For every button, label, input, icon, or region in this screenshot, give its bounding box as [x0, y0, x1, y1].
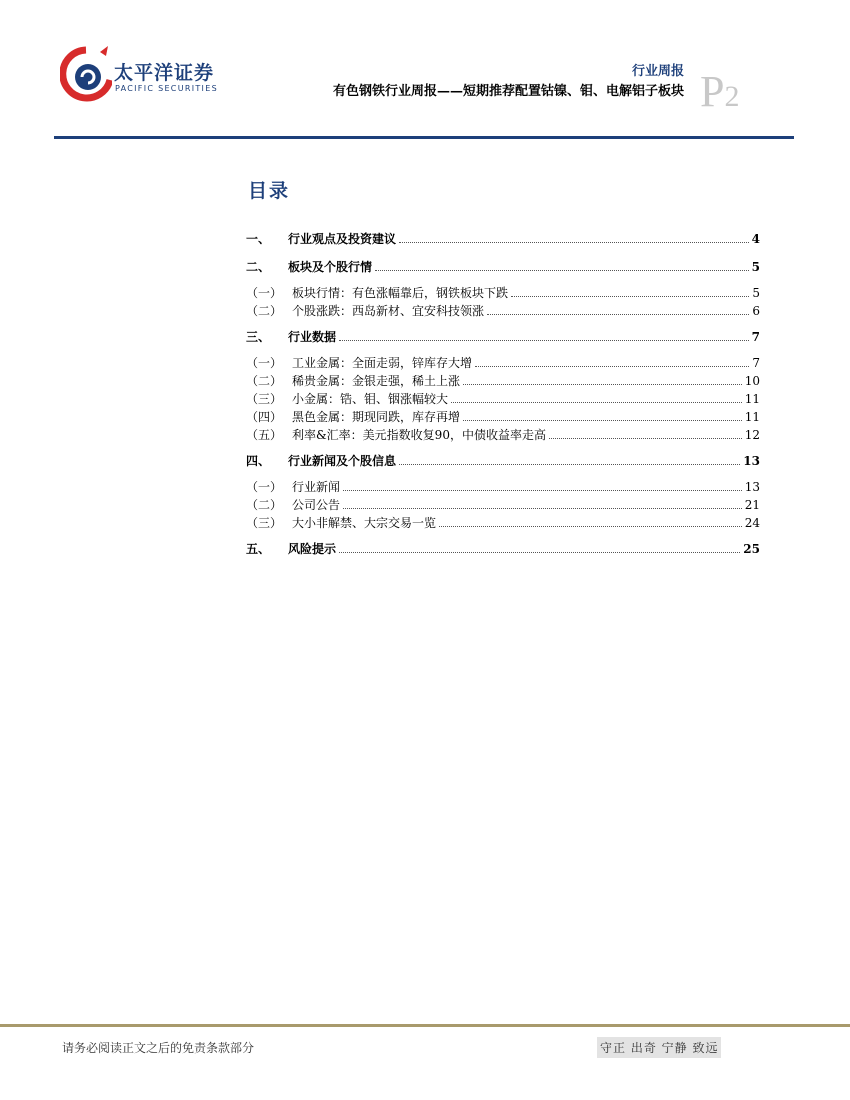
toc-leader-dots	[375, 269, 749, 271]
toc-entry-page: 11	[744, 410, 760, 424]
toc-entry-number: 三、	[246, 330, 271, 344]
toc-leader-dots	[511, 295, 749, 297]
toc-entry-title: 风险提示	[288, 542, 337, 556]
page-letter: P	[700, 67, 725, 116]
toc-entry[interactable]	[246, 328, 760, 346]
toc-entry-page: 12	[744, 428, 760, 442]
toc-entry[interactable]	[246, 354, 760, 372]
toc-heading: 目录	[248, 180, 291, 202]
toc-entry-page: 5	[752, 286, 760, 300]
logo-chinese-name: 太平洋证券	[114, 62, 215, 84]
toc-leader-dots	[439, 525, 742, 527]
toc-leader-dots	[463, 419, 742, 421]
toc-entry-title: 利率&汇率：美元指数收复90，中债收益率走高	[292, 428, 546, 442]
toc-leader-dots	[343, 489, 742, 491]
toc-entry-title: 大小非解禁、大宗交易一览	[292, 516, 437, 530]
toc-entry-page: 25	[743, 542, 760, 556]
toc-entry-title: 板块行情：有色涨幅靠后，钢铁板块下跌	[292, 286, 509, 300]
toc-entry[interactable]	[246, 408, 760, 426]
toc-leader-dots	[463, 383, 742, 385]
toc-entry-title: 个股涨跌：西岛新材、宜安科技领涨	[292, 304, 485, 318]
toc-entry-page: 5	[751, 260, 760, 274]
toc-leader-dots	[399, 463, 740, 465]
toc-entry[interactable]	[246, 390, 760, 408]
toc-entry-page: 24	[744, 516, 760, 530]
toc-entry-page: 13	[744, 480, 760, 494]
toc-entry[interactable]	[246, 452, 760, 470]
toc-entry-number: （二）	[246, 304, 283, 318]
toc-entry-title: 板块及个股行情	[288, 260, 373, 274]
toc-entry-title: 稀贵金属：金银走强，稀土上涨	[292, 374, 461, 388]
toc-entry-page: 21	[744, 498, 760, 512]
toc-entry-title: 公司公告	[292, 498, 341, 512]
company-logo	[60, 44, 230, 110]
toc-entry[interactable]	[246, 258, 760, 276]
page-number-value: 2	[724, 80, 740, 113]
toc-entry-page: 11	[744, 392, 760, 406]
toc-leader-dots	[549, 437, 742, 439]
toc-entry-page: 10	[744, 374, 760, 388]
toc-entry-page: 7	[751, 330, 760, 344]
toc-entry[interactable]	[246, 426, 760, 444]
toc-entry[interactable]	[246, 478, 760, 496]
footer-rule	[0, 1024, 850, 1027]
toc-entry-number: 四、	[246, 454, 271, 468]
toc-entry[interactable]	[246, 496, 760, 514]
toc-entry-number: （五）	[246, 428, 283, 442]
toc-entry-number: 一、	[246, 232, 271, 246]
toc-leader-dots	[451, 401, 742, 403]
toc-entry-page: 6	[752, 304, 760, 318]
toc-entry-title: 小金属：锆、钼、铟涨幅较大	[292, 392, 449, 406]
company-motto: 守正 出奇 宁静 致远	[597, 1037, 721, 1058]
toc-leader-dots	[339, 339, 749, 341]
toc-entry-number: （三）	[246, 392, 283, 406]
toc-entry-number: 五、	[246, 542, 271, 556]
toc-entry-number: （二）	[246, 374, 283, 388]
toc-entry-title: 行业新闻及个股信息	[288, 454, 397, 468]
toc-entry-number: （一）	[246, 286, 283, 300]
report-title: 有色钢铁行业周报——短期推荐配置钴镍、钼、电解铝子板块	[332, 84, 684, 99]
toc-entry-number: （三）	[246, 516, 283, 530]
report-type: 行业周报	[631, 64, 684, 79]
toc-entry-number: （二）	[246, 498, 283, 512]
toc-entry-number: （一）	[246, 480, 283, 494]
toc-entry-page: 7	[752, 356, 760, 370]
toc-leader-dots	[399, 241, 749, 243]
toc-entry-title: 黑色金属：期现同跌，库存再增	[292, 410, 461, 424]
toc-leader-dots	[487, 313, 749, 315]
logo-english-name: PACIFIC SECURITIES	[115, 84, 218, 93]
toc-entry-number: （一）	[246, 356, 283, 370]
toc-leader-dots	[343, 507, 742, 509]
toc-entry[interactable]	[246, 372, 760, 390]
page-number	[700, 67, 740, 116]
toc-entry-title: 行业数据	[288, 330, 337, 344]
toc-entry[interactable]	[246, 514, 760, 532]
toc-entry[interactable]	[246, 230, 760, 248]
disclaimer-note: 请务必阅读正文之后的免责条款部分	[62, 1041, 255, 1055]
toc-leader-dots	[339, 551, 740, 553]
toc-entry[interactable]	[246, 302, 760, 320]
toc-entry-title: 行业观点及投资建议	[288, 232, 397, 246]
toc-entry[interactable]	[246, 540, 760, 558]
toc-entry-number: （四）	[246, 410, 283, 424]
toc-entry-title: 行业新闻	[292, 480, 341, 494]
toc-entry-title: 工业金属：全面走弱，锌库存大增	[292, 356, 473, 370]
toc-entry[interactable]	[246, 284, 760, 302]
toc-entry-page: 4	[751, 232, 760, 246]
header-rule	[54, 136, 794, 139]
logo-mark-icon	[60, 44, 112, 110]
toc-leader-dots	[475, 365, 749, 367]
toc-entry-number: 二、	[246, 260, 271, 274]
toc-entry-page: 13	[743, 454, 760, 468]
